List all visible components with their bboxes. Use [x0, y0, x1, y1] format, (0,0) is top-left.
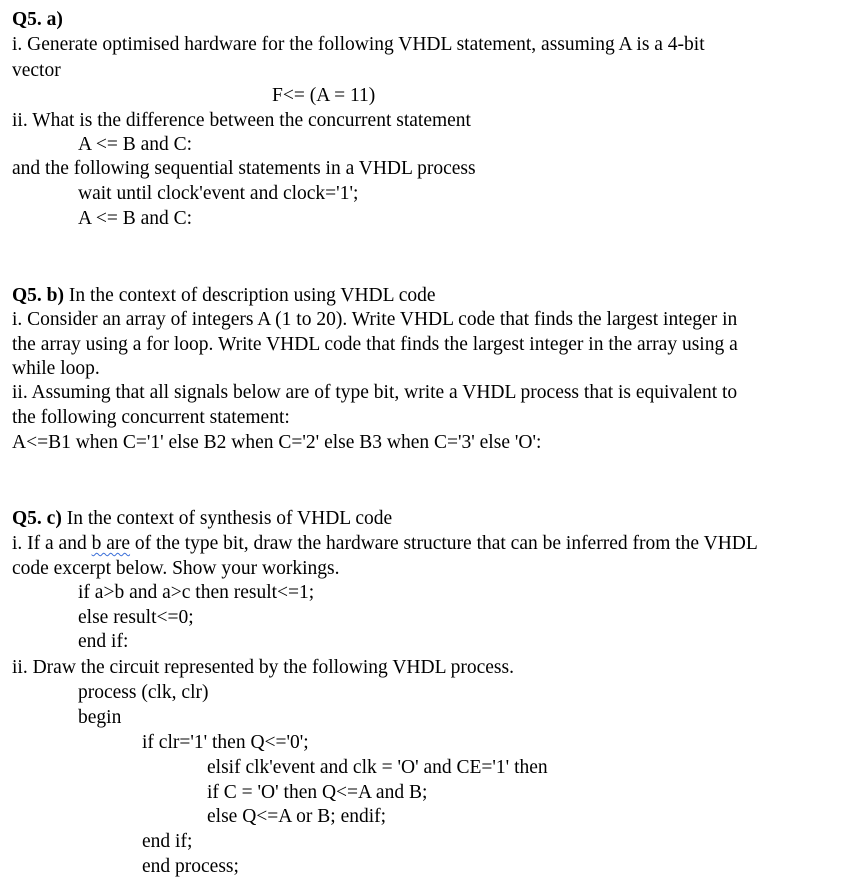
- q5c-process-header: process (clk, clr): [78, 682, 209, 703]
- q5b-i-line-1: i. Consider an array of integers A (1 to 20). Write VHDL code that finds the largest integer in: [12, 309, 738, 330]
- q5a-i-line-2: vector: [12, 60, 61, 81]
- q5c-code-line-2: else result<=0;: [78, 607, 194, 628]
- q5c-i-line-1-end: of the type bit, draw the hardware structure that can be inferred from the VHDL: [130, 533, 758, 554]
- q5c-heading-line: [12, 507, 392, 531]
- q5c-elsif-line: elsif clk'event and clk = 'O' and CE='1' then: [207, 757, 548, 778]
- q5b-ii-line-2: the following concurrent statement:: [12, 407, 290, 428]
- q5c-begin: begin: [78, 707, 122, 728]
- q5c-code-line-3: end if:: [78, 631, 129, 652]
- q5c-end-if-line: end if;: [142, 831, 193, 852]
- q5b-i-line-2: the array using a for loop. Write VHDL code that finds the largest integer in the array using a: [12, 334, 738, 355]
- q5a-i-line-1: i. Generate optimised hardware for the following VHDL statement, assuming A is a 4-bit: [12, 34, 705, 55]
- q5b-i-line-3: while loop.: [12, 358, 100, 379]
- q5c-i-line-1: [12, 532, 758, 556]
- q5c-end-process-line: end process;: [142, 856, 239, 877]
- q5a-ii-code-2: wait until clock'event and clock='1';: [78, 183, 359, 204]
- q5c-i-line-2: code excerpt below. Show your workings.: [12, 558, 340, 579]
- q5a-formula: F<= (A = 11): [272, 85, 376, 106]
- q5c-ii-line-1: ii. Draw the circuit represented by the following VHDL process.: [12, 657, 514, 678]
- q5c-i-line-1-start: i. If a and: [12, 533, 92, 554]
- q5c-code-line-1: if a>b and a>c then result<=1;: [78, 582, 315, 603]
- q5b-ii-code: A<=B1 when C='1' else B2 when C='2' else B3 when C='3' else 'O':: [12, 432, 542, 453]
- q5c-heading: Q5. c): [12, 508, 62, 529]
- q5c-heading-text: In the context of synthesis of VHDL code: [61, 508, 393, 529]
- q5a-ii-line-1: ii. What is the difference between the concurrent statement: [12, 110, 471, 131]
- q5a-heading: Q5. a): [12, 9, 63, 30]
- q5a-ii-code-1: A <= B and C:: [78, 134, 193, 155]
- q5b-heading: Q5. b): [12, 285, 65, 306]
- spelling-error-mark: b are: [91, 533, 131, 554]
- q5b-heading-text: In the context of description using VHDL code: [64, 285, 436, 306]
- q5a-ii-code-3: A <= B and C:: [78, 208, 193, 229]
- q5b-heading-line: [12, 284, 436, 308]
- q5c-if-clr-line: if clr='1' then Q<='0';: [142, 732, 309, 753]
- q5a-ii-line-2: and the following sequential statements in a VHDL process: [12, 158, 476, 179]
- q5c-else-line: else Q<=A or B; endif;: [207, 806, 387, 827]
- q5b-ii-line-1: ii. Assuming that all signals below are of type bit, write a VHDL process that is equivalent to: [12, 382, 738, 403]
- q5c-if-c-line: if C = 'O' then Q<=A and B;: [207, 782, 428, 803]
